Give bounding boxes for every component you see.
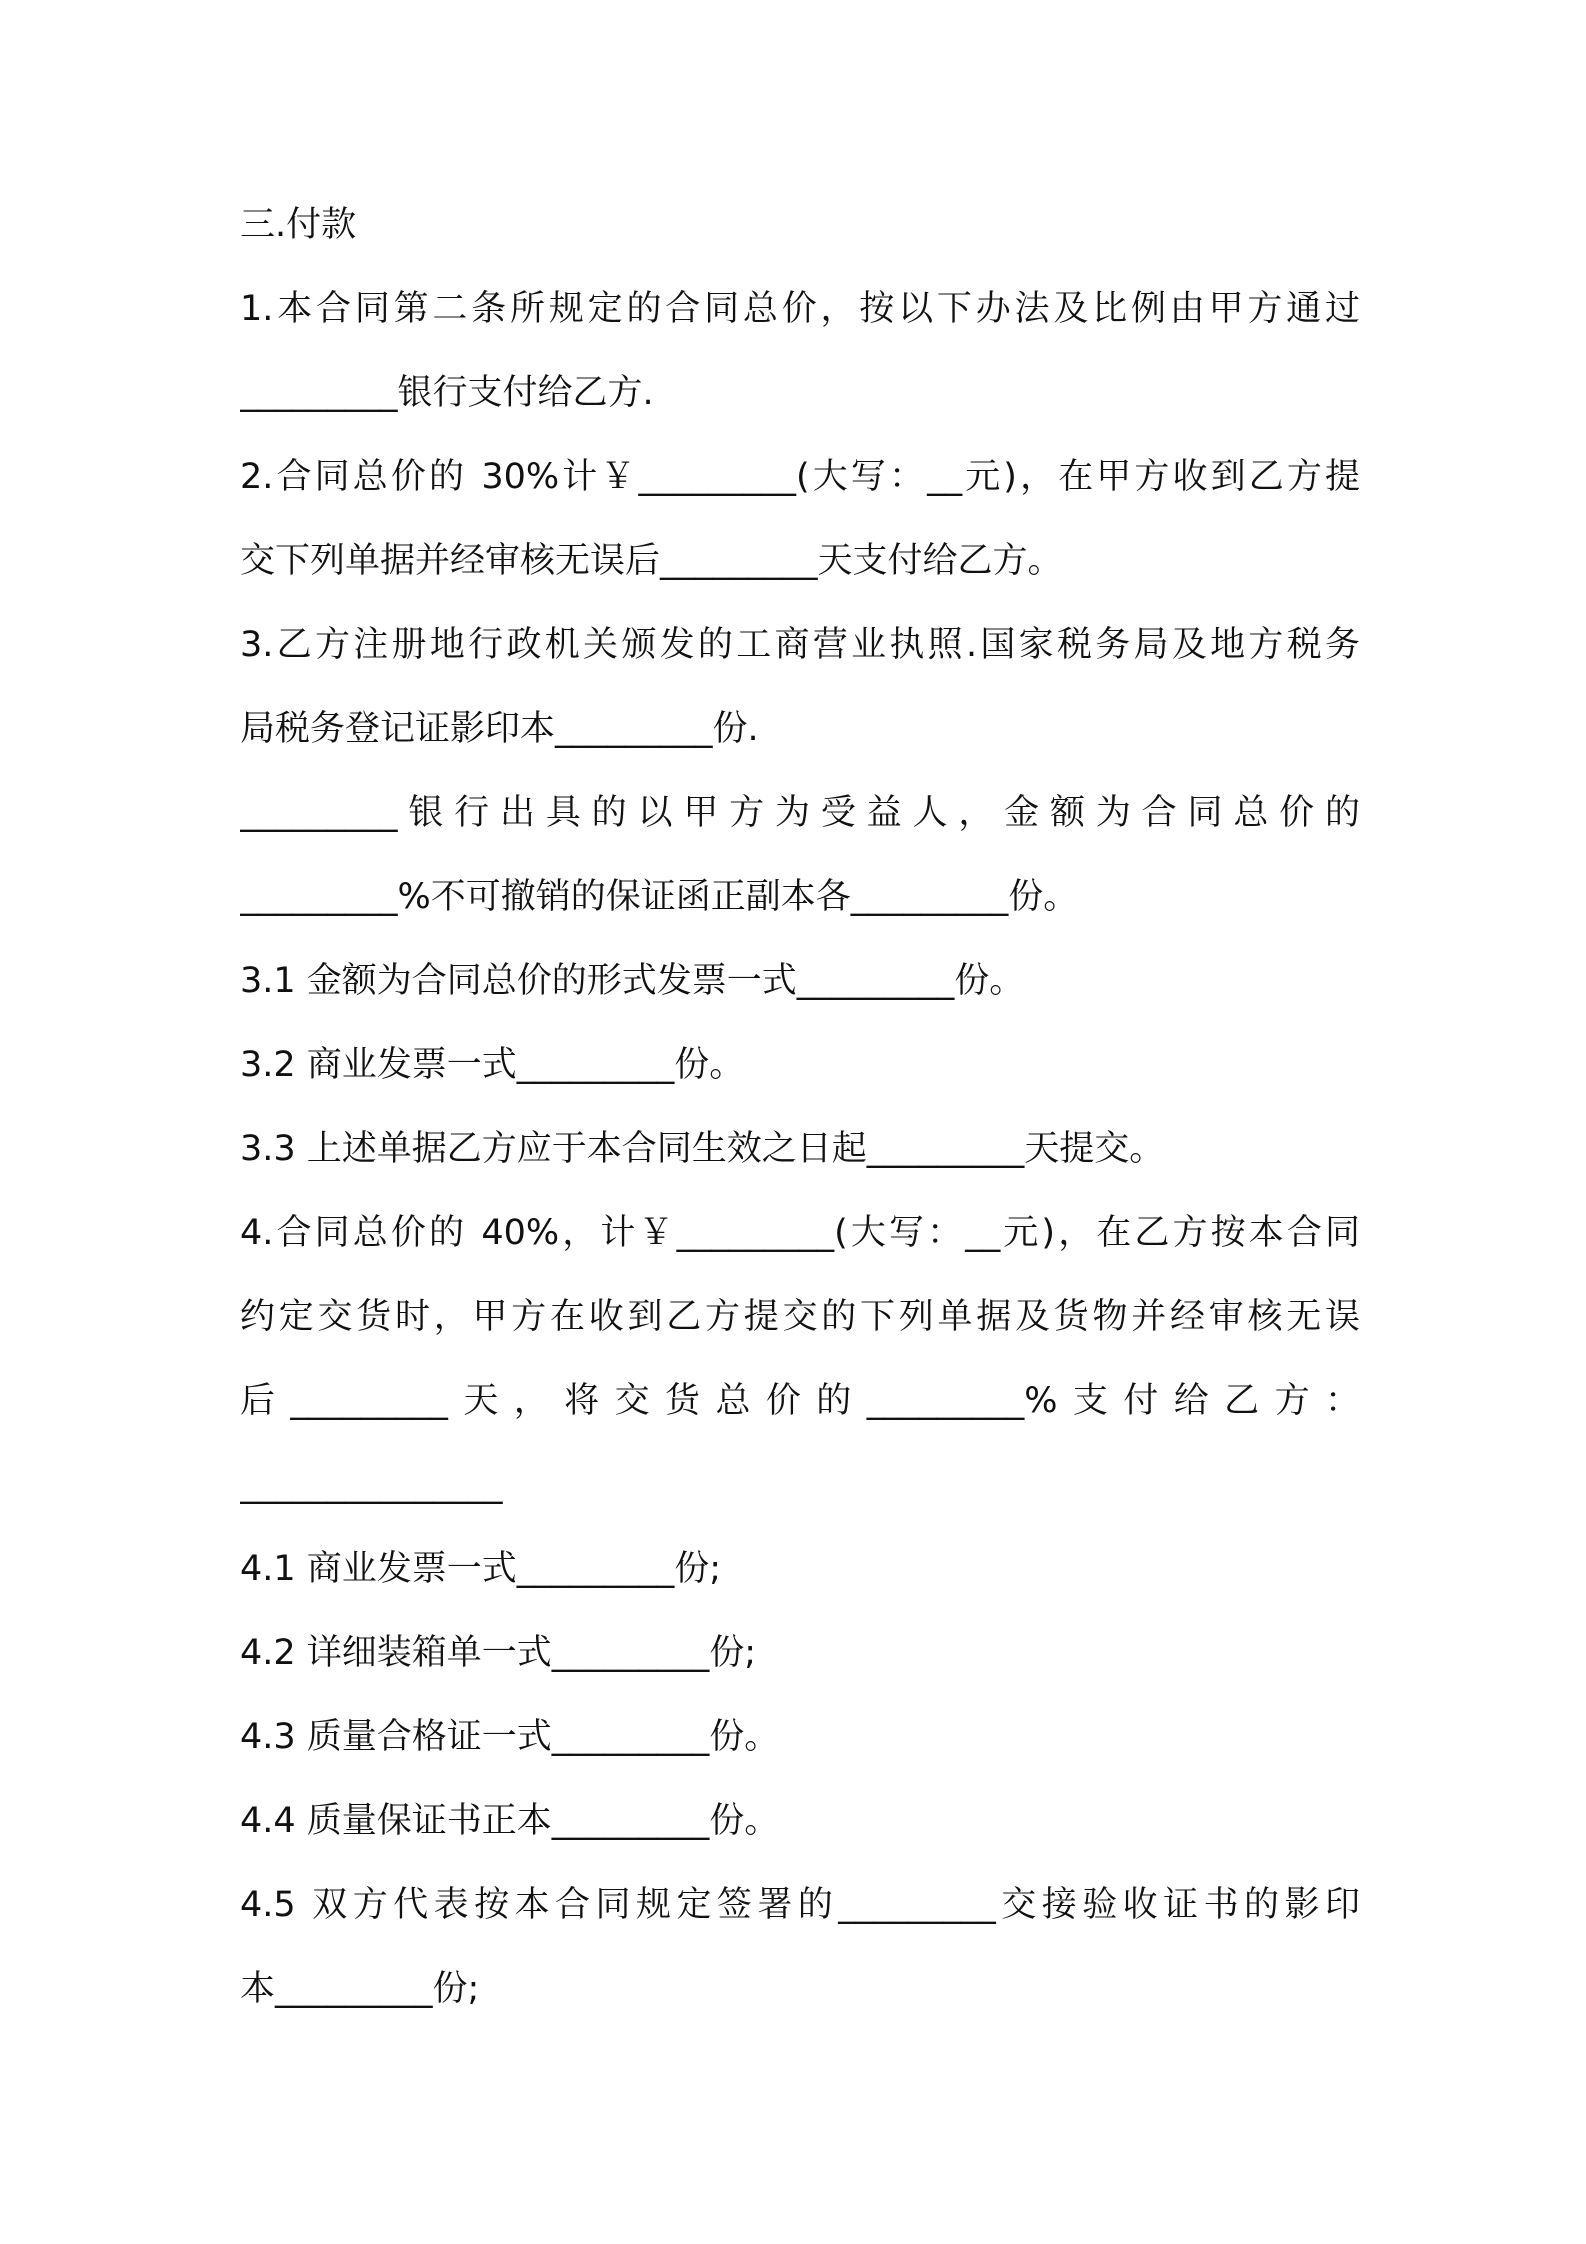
paragraph-line: 后_________天，将交货总价的_________%支付给乙方： xyxy=(240,1381,1360,1421)
paragraph-line: 局税务登记证影印本_________份. xyxy=(240,709,759,749)
section-heading: 三.付款 xyxy=(240,205,357,245)
paragraph-line: 交下列单据并经审核无误后_________天支付给乙方。 xyxy=(240,541,1063,581)
paragraph-line: 3.乙方注册地行政机关颁发的工商营业执照.国家税务局及地方税务 xyxy=(240,625,1360,665)
paragraph-line: 4.4 质量保证书正本_________份。 xyxy=(240,1801,780,1841)
paragraph-line: 1.本合同第二条所规定的合同总价，按以下办法及比例由甲方通过 xyxy=(240,289,1360,329)
paragraph-line: 本_________份; xyxy=(240,1969,480,2009)
paragraph-line: 3.1 金额为合同总价的形式发票一式_________份。 xyxy=(240,961,1025,1001)
paragraph-line: _________银行出具的以甲方为受益人，金额为合同总价的 xyxy=(240,793,1360,833)
paragraph-line: 3.2 商业发票一式_________份。 xyxy=(240,1045,745,1085)
paragraph-line: 4.2 详细装箱单一式_________份; xyxy=(240,1633,757,1673)
paragraph-line: 2.合同总价的 30%计￥_________(大写：__元)，在甲方收到乙方提 xyxy=(240,457,1360,497)
paragraph-line: _______________ xyxy=(240,1465,503,1505)
paragraph-line: 4.3 质量合格证一式_________份。 xyxy=(240,1717,780,1757)
paragraph-line: _________%不可撤销的保证函正副本各_________份。 xyxy=(240,877,1079,917)
paragraph-line: 4.5 双方代表按本合同规定签署的_________交接验收证书的影印 xyxy=(240,1885,1360,1925)
paragraph-line: 3.3 上述单据乙方应于本合同生效之日起_________天提交。 xyxy=(240,1129,1165,1169)
paragraph-line: _________银行支付给乙方. xyxy=(240,373,654,413)
paragraph-line: 约定交货时，甲方在收到乙方提交的下列单据及货物并经审核无误 xyxy=(240,1297,1360,1337)
paragraph-line: 4.1 商业发票一式_________份; xyxy=(240,1549,722,1589)
paragraph-line: 4.合同总价的 40%，计￥_________(大写：__元)，在乙方按本合同 xyxy=(240,1213,1360,1253)
